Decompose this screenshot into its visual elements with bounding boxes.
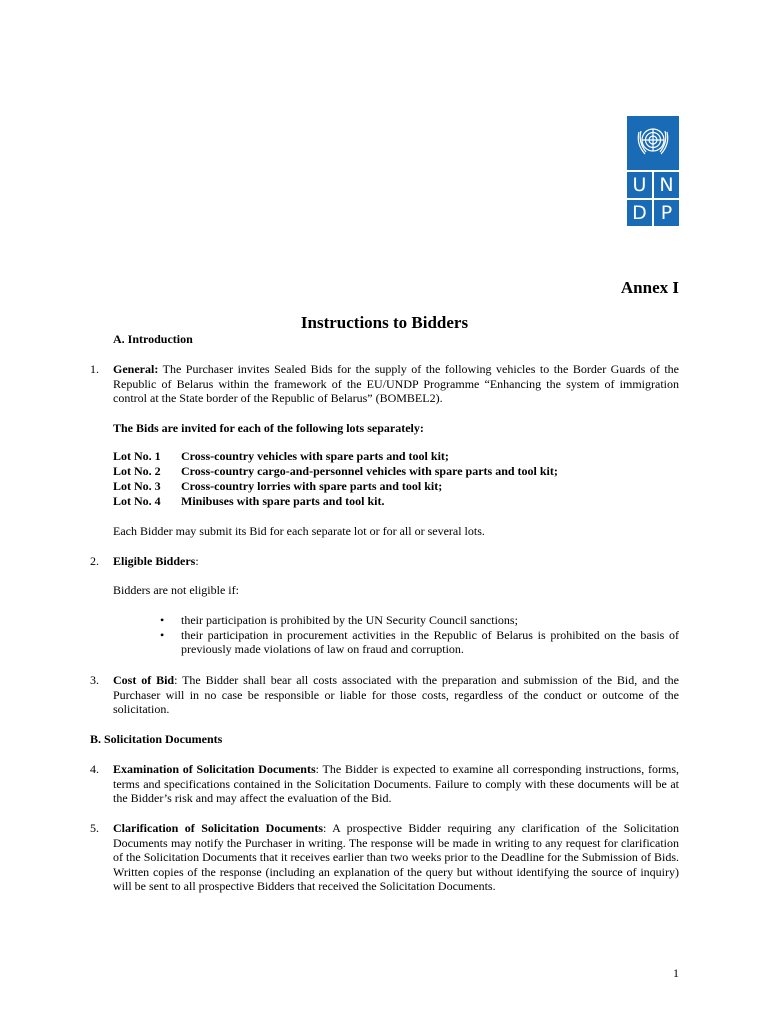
list-item: [160, 613, 679, 628]
lot-description: Cross-country cargo-and-personnel vehicles with spare parts and tool kit;: [181, 464, 558, 478]
lot-row: [113, 494, 558, 509]
bullet-icon: •: [160, 627, 165, 642]
un-emblem-icon: [627, 116, 679, 170]
list-item-text: their participation in procurement activities in the Republic of Belarus is prohibited on the basis of previously made violations of law on fraud and corruption.: [181, 627, 679, 657]
item-4-paragraph: [113, 762, 679, 806]
list-item-text: their participation is prohibited by the UN Security Council sanctions;: [181, 613, 518, 627]
lot-number: Lot No. 3: [113, 479, 161, 493]
lot-description: Cross-country vehicles with spare parts and tool kit;: [181, 449, 449, 463]
item-5-number: 5.: [90, 821, 99, 835]
lot-number: Lot No. 2: [113, 464, 161, 478]
item-4-text: : The Bidder is expected to examine all corresponding instructions, forms, terms and specifications contained in the Solicitation Documents. Failure to comply with these documents will be at the Bidder’s risk and may affect the evaluation of the Bid.: [113, 762, 679, 806]
item-3-text: : The Bidder shall bear all costs associated with the preparation and submission of the Bid, and the Purchaser will in no case be responsible or liable for those costs, regardless of the conduct or outcome of the solicitation.: [113, 673, 679, 717]
page-title: Instructions to Bidders: [300, 313, 469, 332]
lot-number: Lot No. 4: [113, 494, 161, 508]
item-2-number: 2.: [90, 554, 99, 568]
item-2-text: :: [195, 554, 199, 568]
page-number: 1: [673, 966, 679, 980]
item-1-lead: General:: [113, 362, 159, 376]
logo-letter-d: D: [627, 200, 652, 226]
item-1-number: 1.: [90, 362, 99, 376]
list-item: [160, 628, 679, 657]
section-b-heading: B. Solicitation Documents: [90, 732, 223, 746]
not-eligible-intro: Bidders are not eligible if:: [113, 583, 239, 597]
item-3-lead: Cost of Bid: [113, 673, 175, 687]
item-2-paragraph: [113, 554, 679, 569]
lot-row: [113, 449, 558, 464]
lots-list: [113, 449, 558, 509]
item-4-lead: Examination of Solicitation Documents: [113, 762, 316, 776]
lots-intro: The Bids are invited for each of the following lots separately:: [113, 421, 424, 435]
lot-row: [113, 464, 558, 479]
item-5-text: : A prospective Bidder requiring any clarification of the Solicitation Documents may notify the Purchaser in writing. The response will be made in writing to any request for clarification of the Solicitation Documents that it receives earlier than two weeks prior to the Deadline for the Submission of Bids. Written copies of the response (including an explanation of the query but without identifying the source of inquiry) will be sent to all prospective Bidders that received the Solicitation Documents.: [113, 821, 679, 894]
lot-row: [113, 479, 558, 494]
item-1-paragraph: [113, 362, 679, 406]
item-4-number: 4.: [90, 762, 99, 776]
item-1-text: The Purchaser invites Sealed Bids for the supply of the following vehicles to the Border Guards of the Republic of Belarus within the framework of the EU/UNDP Programme “Enhancing the system of immigration control at the State border of the Republic of Belarus” (BOMBEL2).: [113, 362, 679, 406]
each-bidder-note: Each Bidder may submit its Bid for each separate lot or for all or several lots.: [113, 524, 485, 538]
item-5-lead: Clarification of Solicitation Documents: [113, 821, 324, 835]
ineligibility-list: [160, 613, 679, 657]
section-a-heading: A. Introduction: [113, 332, 193, 346]
lot-description: Cross-country lorries with spare parts and tool kit;: [181, 479, 443, 493]
logo-letter-p: P: [654, 200, 679, 226]
item-3-paragraph: [113, 673, 679, 717]
item-3-number: 3.: [90, 673, 99, 687]
logo-letter-u: U: [627, 172, 652, 198]
logo-letter-n: N: [654, 172, 679, 198]
lot-description: Minibuses with spare parts and tool kit.: [181, 494, 385, 508]
item-2-lead: Eligible Bidders: [113, 554, 196, 568]
lot-number: Lot No. 1: [113, 449, 161, 463]
bullet-icon: •: [160, 613, 165, 627]
undp-logo: [627, 116, 679, 222]
annex-heading: Annex I: [620, 278, 679, 297]
item-5-paragraph: [113, 821, 679, 894]
